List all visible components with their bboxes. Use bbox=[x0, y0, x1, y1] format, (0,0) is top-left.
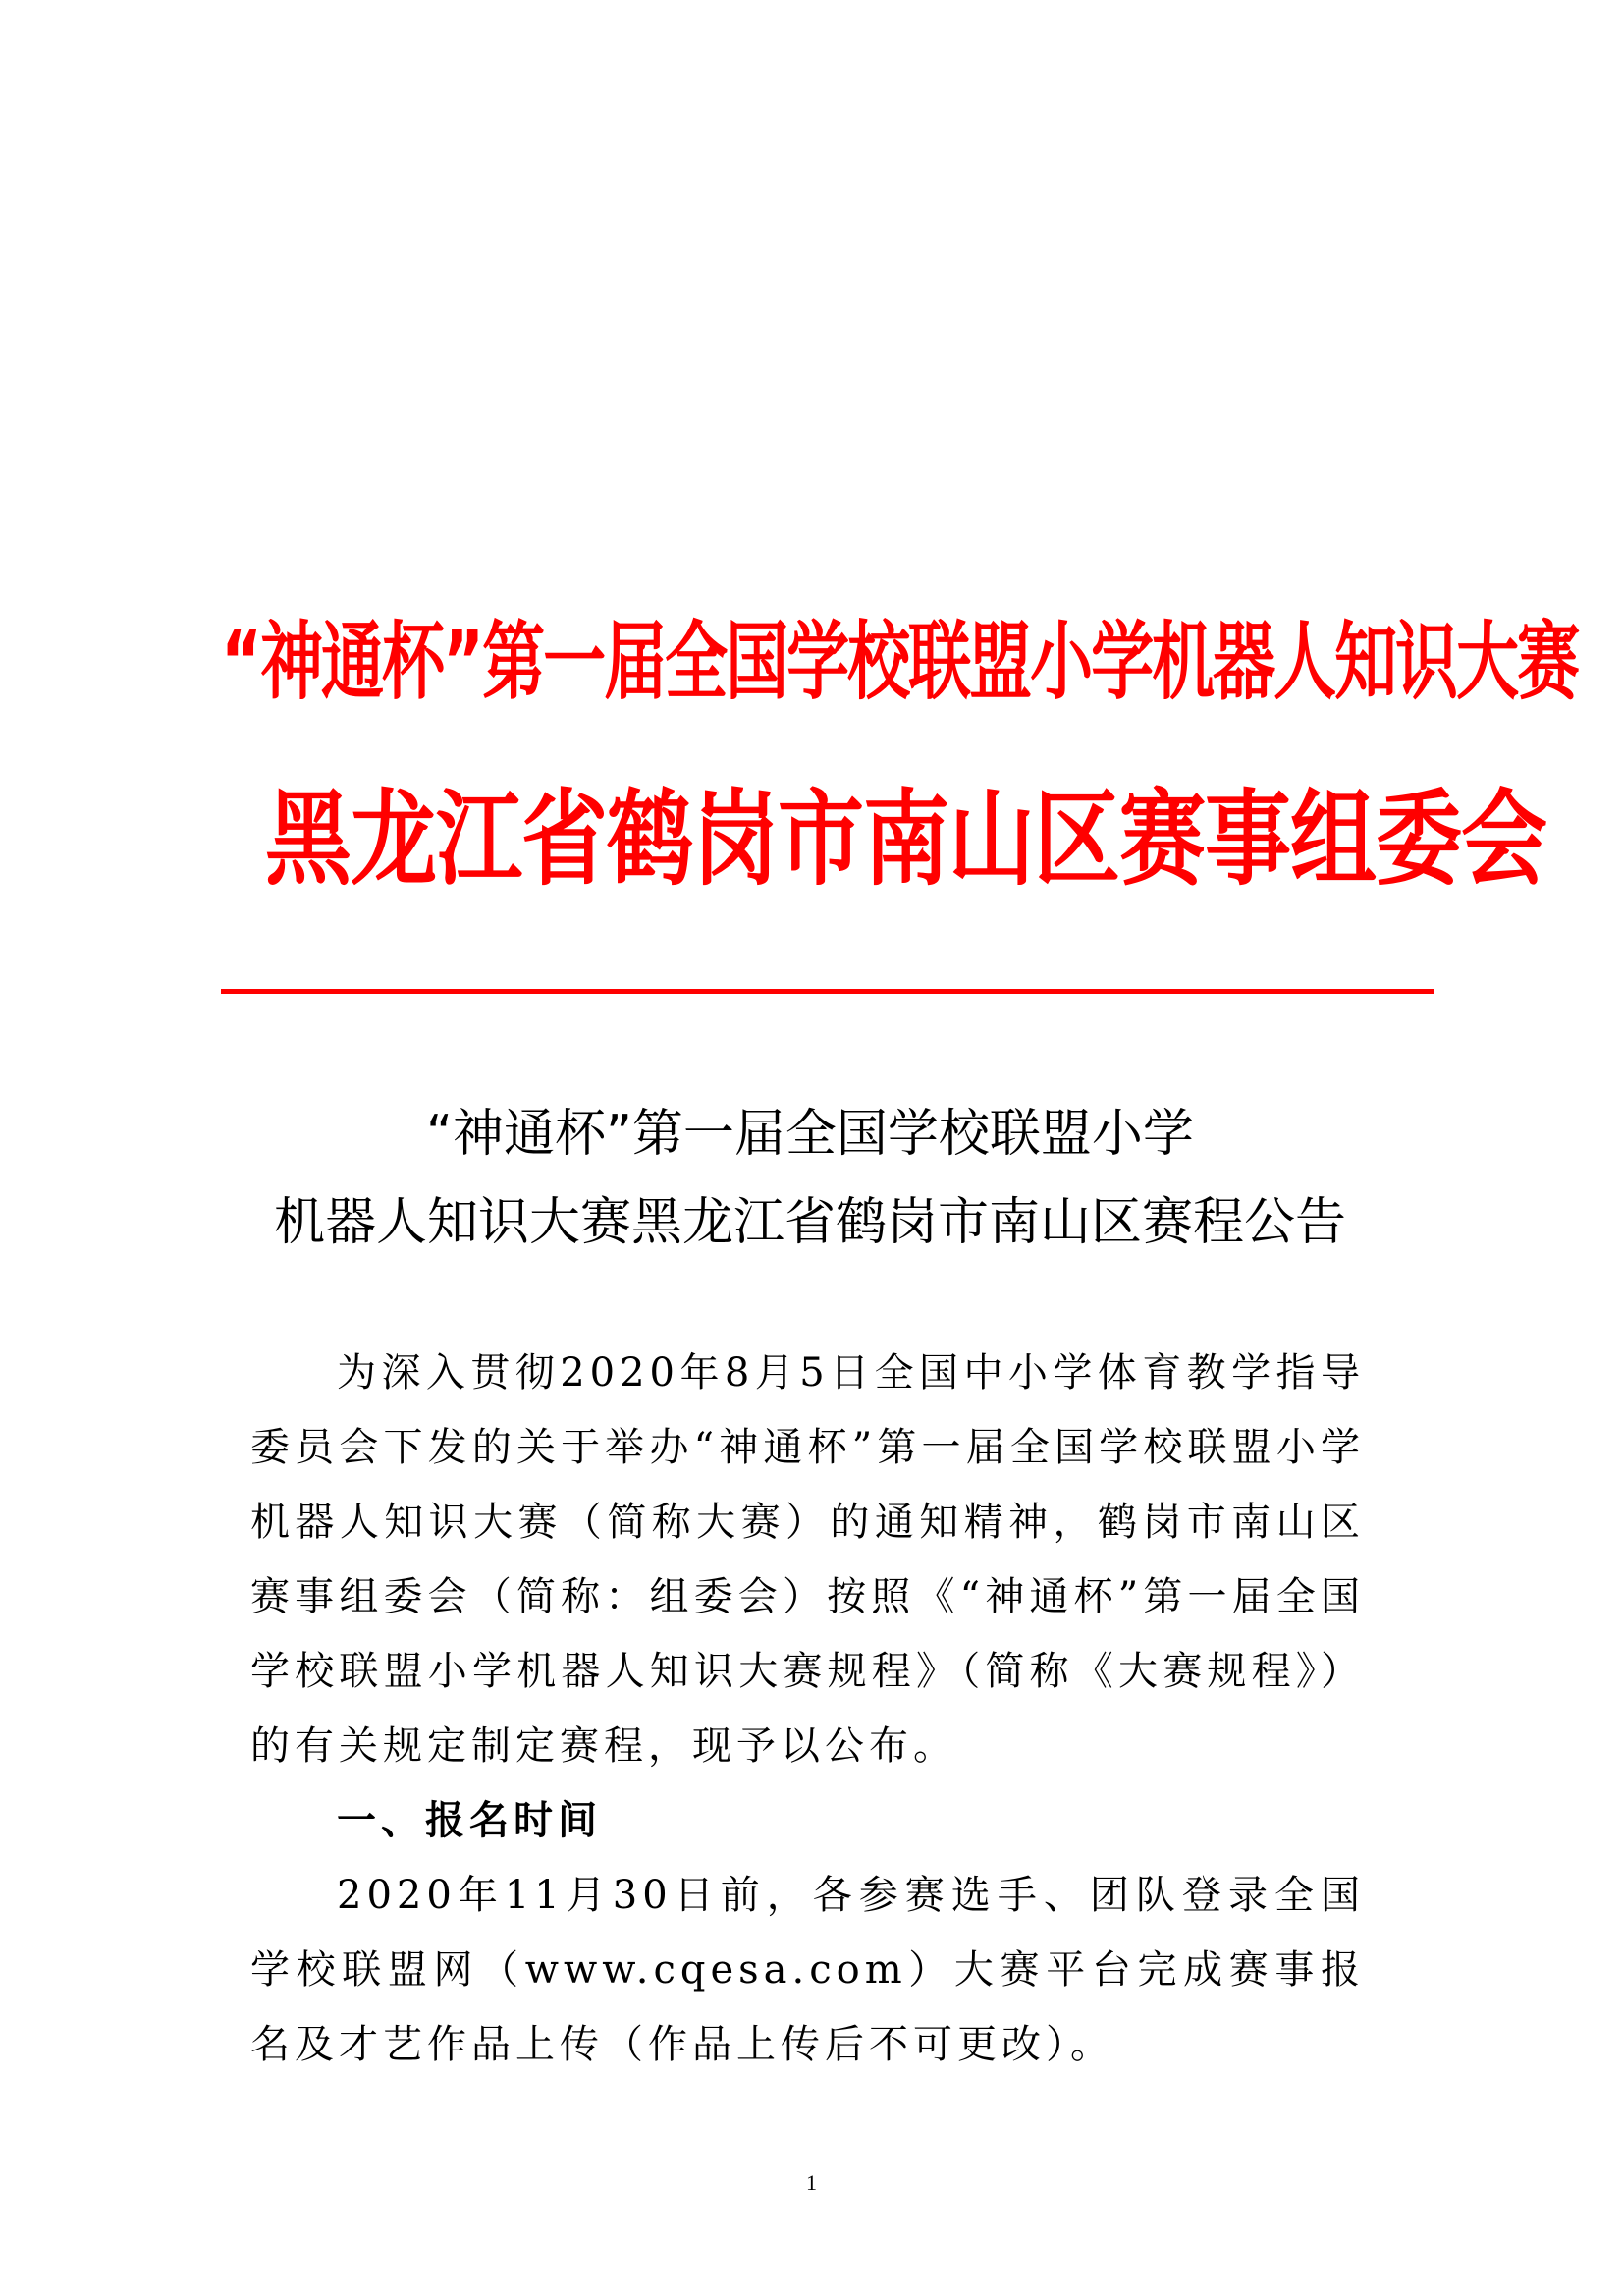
registration-paragraph: 2020年11月30日前，各参赛选手、团队登录全国学校联盟网（www.cqesa.com）大赛平台完成赛事报名及才艺作品上传（作品上传后不可更改）。 bbox=[250, 1873, 1365, 2067]
red-header-organizer: 黑龙江省鹤岗市南山区赛事组委会 bbox=[265, 778, 1547, 901]
document-title bbox=[196, 1090, 1424, 1267]
document-title-line-2: 机器人知识大赛黑龙江省鹤岗市南山区赛程公告 bbox=[273, 1193, 1346, 1252]
page-number: 1 bbox=[806, 2170, 817, 2195]
section-heading-registration-time: 一、报名时间 bbox=[337, 1798, 602, 1843]
red-divider-line bbox=[221, 989, 1434, 994]
intro-paragraph: 为深入贯彻2020年8月5日全国中小学体育教学指导委员会下发的关于举办“神通杯”第一届全国学校联盟小学机器人知识大赛（简称大赛）的通知精神，鹤岗市南山区赛事组委会（简称：组委会）按照《“神通杯”第一届全国学校联盟小学机器人知识大赛规程》（简称《大赛规程》）的有关规定制定赛程，现予以公布。 bbox=[250, 1350, 1365, 1769]
red-header-event-name: “神通杯”第一届全国学校联盟小学机器人知识大赛 bbox=[221, 614, 1579, 712]
document-title-line-1: “神通杯”第一届全国学校联盟小学 bbox=[426, 1105, 1194, 1164]
